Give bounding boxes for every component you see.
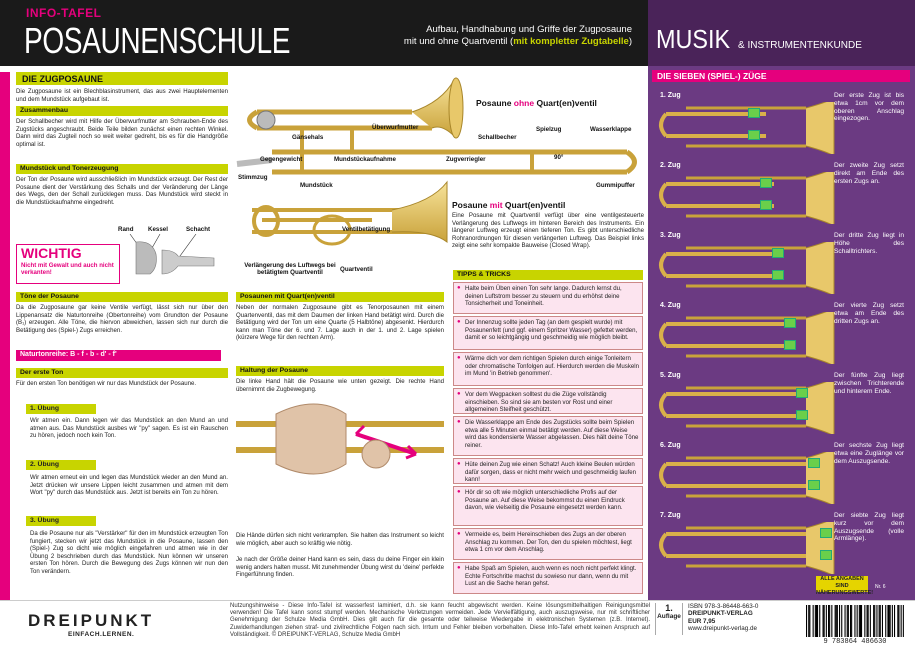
zug-label: 4. Zug xyxy=(660,302,681,309)
haltung-head: Haltung der Posaune xyxy=(236,366,444,376)
zug-marker-top xyxy=(784,318,796,328)
barcode-bar xyxy=(873,605,874,637)
zuege-head: DIE SIEBEN (SPIEL-) ZÜGE xyxy=(652,70,910,82)
left-accent-bar xyxy=(0,72,10,600)
zug-text: Der vierte Zug setzt etwa am Ende des dritten Zugs an. xyxy=(834,302,904,325)
barcode-bar xyxy=(816,605,817,637)
barcode-bar xyxy=(903,605,904,637)
zug-row xyxy=(652,158,910,224)
section-zugposaune: DIE ZUGPOSAUNE xyxy=(16,72,228,85)
part-gaensehals: Gänsehals xyxy=(292,134,324,141)
tip-item: ● Habe Spaß am Spielen, auch wenn es noch nicht perfekt klingt. Echte Fortschritte machst du sowieso nur dann, wenn du mit Lust an die Sache heran gehst. xyxy=(453,562,643,594)
part-gegengewicht: Gegengewicht xyxy=(260,156,303,163)
barcode-bar xyxy=(868,605,869,637)
barcode-bar xyxy=(806,605,807,637)
zug-marker-top xyxy=(796,388,808,398)
zug-illustration xyxy=(656,312,836,364)
zug-row xyxy=(652,298,910,364)
mundstueck-head: Mundstück und Tonerzeugung xyxy=(16,164,228,174)
uebung3-text: Da die Posaune nur als "Verstärker" für den im Mundstück erzeugten Ton fungiert, stecken wir jetzt das Mundstück in die Posaune, lassen den (Spiel-) Zug so dicht wie möglich eingefahren und atmen wie in der Übung 2 beschrieben durch das Mundstück. Nun können wir unseren ersten Ton hören. Durch die Bewegung des Zugs können wir nun den Ton verändern. xyxy=(30,530,228,575)
zug-row xyxy=(652,438,910,504)
barcode-bar xyxy=(817,605,818,637)
zug-label: 3. Zug xyxy=(660,232,681,239)
barcode-bar xyxy=(850,605,851,637)
part-verlaengerung: Verlängerung des Luftwegs bei betätigtem Quartventil xyxy=(244,262,336,276)
panel-number: Nr. 6 xyxy=(875,584,886,590)
barcode-bar xyxy=(829,605,830,637)
mouthpiece-illustration xyxy=(122,234,222,280)
zug-text: Der sechste Zug liegt etwa eine Zuglänge vor dem Auszugsende. xyxy=(834,442,904,465)
barcode-bar xyxy=(823,605,824,637)
barcode-bar xyxy=(887,605,888,637)
part-ventilbetaetigung: Ventilbetätigung xyxy=(342,226,391,233)
barcode-bar xyxy=(839,605,840,637)
barcode-bar xyxy=(864,605,865,637)
header-subtitle xyxy=(342,24,632,48)
barcode-bar xyxy=(876,605,877,637)
barcode-bar xyxy=(870,605,871,637)
zug-marker-top xyxy=(808,458,820,468)
barcode-number: 9 783864 486630 xyxy=(823,638,887,646)
barcode-bar xyxy=(898,605,899,637)
zug-marker-bottom xyxy=(820,550,832,560)
toene-head: Töne der Posaune xyxy=(16,292,228,302)
barcode-bar xyxy=(836,605,837,637)
barcode-bar xyxy=(889,605,890,637)
subtitle-highlight: mit kompletter Zugtabelle xyxy=(513,36,629,47)
barcode-bar xyxy=(826,605,827,637)
part-mundstueckaufnahme: Mundstückaufnahme xyxy=(334,156,396,163)
label-kessel: Kessel xyxy=(148,226,168,233)
naeherungswerte-note: ALLE ANGABEN SIND NÄHERUNGSWERTE! xyxy=(816,576,874,596)
part-quartventil: Quartventil xyxy=(340,266,373,273)
right-header-title: MUSIK xyxy=(656,24,731,54)
diagram-title-pink: ohne xyxy=(513,98,535,108)
barcode-bar xyxy=(860,605,861,637)
zug-marker-top xyxy=(760,178,772,188)
barcode-bar xyxy=(892,605,893,637)
uebung1-text: Wir atmen ein. Dann legen wir das Mundstück an den Mund an und atmen aus. Das Mundstück ausbes wir "py" sagen. Es ist ein Rauschen zu hören, jedoch noch kein Ton. xyxy=(30,417,228,440)
barcode-bar xyxy=(854,605,855,637)
diagram-title-b: Quart(en)ventil xyxy=(534,98,597,108)
zug-row xyxy=(652,88,910,154)
tips-head: TIPPS & TRICKS xyxy=(453,270,643,280)
label-schacht: Schacht xyxy=(186,226,211,233)
tip-item: ● Die Wasserklappe am Ende des Zugstücks sollte beim Spielen etwa alle 5 Minuten einmal betätigt werden. Auf diese Weise wird das kondensierte Wasser abgelassen. Dies hält deine Töne reiner. xyxy=(453,416,643,456)
zug-marker-bottom xyxy=(796,410,808,420)
mundstueck-text: Der Ton der Posaune wird ausschließlich im Mundstück erzeugt. Der Rest der Posaune dient der Verstärkung des Schalls und der Veränderung der Länge des Wegs, den der Schall zurücklegen muss. Das Mundstück wird steckt in die Mundstückaufnahme eingedreht. xyxy=(16,176,228,206)
barcode-bar xyxy=(857,605,858,637)
zug-marker-top xyxy=(820,528,832,538)
haltung-text: Die linke Hand hält die Posaune wie unten gezeigt. Die rechte Hand übernimmt die Zugbewegung. xyxy=(236,378,444,393)
subtitle-line2b: ) xyxy=(628,36,632,47)
zug-marker-bottom xyxy=(760,200,772,210)
verlag: DREIPUNKT-VERLAG xyxy=(688,610,753,618)
barcode-bar xyxy=(890,605,891,637)
verlag-url: www.dreipunkt-verlag.de xyxy=(688,625,757,633)
header xyxy=(0,0,648,66)
barcode-bar xyxy=(882,605,883,637)
zug-marker-top xyxy=(772,248,784,258)
tip-item: ● Vor dem Wegpacken solltest du die Züge vollständig einschieben. So sind sie am besten vor Rost und einer allgemeinen Steifheit geschützt. xyxy=(453,388,643,414)
angle-label: 90° xyxy=(554,154,564,161)
edition-number: 1. xyxy=(665,603,673,613)
barcode-bar xyxy=(897,605,898,637)
zug-label: 1. Zug xyxy=(660,92,681,99)
part-wasserklappe: Wasserklappe xyxy=(590,126,632,133)
tip-item: ● Hör dir so oft wie möglich unterschiedliche Profis auf der Posaune an. Auf diese Weise bekommst du einen Eindruck davon, wie vielseitig die Posaune eingesetzt werden kann. xyxy=(453,486,643,526)
isbn-block xyxy=(688,603,798,633)
publisher-logo: DREIPUNKT xyxy=(28,611,155,630)
barcode-bar xyxy=(879,605,880,637)
barcode-bar xyxy=(835,605,836,637)
zug-text: Der fünfte Zug liegt zwischen Trichterende und hinterem Ende. xyxy=(834,372,904,395)
zug-text: Der zweite Zug setzt direkt am Ende des ersten Zugs an. xyxy=(834,162,904,185)
zug-row xyxy=(652,368,910,434)
zusammenbau-head: Zusammenbau xyxy=(16,106,228,116)
part-spielzug: Spielzug xyxy=(536,126,562,133)
zug-label: 5. Zug xyxy=(660,372,681,379)
barcode-bar xyxy=(848,605,849,637)
barcode-bar xyxy=(847,605,848,637)
publisher-slogan: EINFACH.LERNEN. xyxy=(68,631,135,638)
legal-text: Nutzungshinweise - Diese Info-Tafel ist wasserfest laminiert, d.h. sie kann feucht abgewischt werden. Keine lösungsmittelhaltigen Reinigungsmittel verwenden! Die Tafel kann sonst stumpf werden. Mechanische Verletzungen vermeiden. Jede Vervielfältigung, auch auszugsweise, nur mit schriftlicher Genehmigung der Schulze Media GmbH. Dies gilt auch für die gesamte oder teilweise Wiedergabe in elektronischen Systemen (z.B. Internet). Zuwiderhandlungen ziehen straf- und zivilrechtliche Folgen nach sich. Irrtum und Fehler bleiben vorbehalten. Diese Info-Tafel erhebt keinen Anspruch auf Vollständigkeit. © DREIPUNKT-VERLAG, Schulze Media GmbH xyxy=(230,603,650,638)
page-title: POSAUNENSCHULE xyxy=(24,20,291,61)
barcode-bar xyxy=(851,605,852,637)
subtitle-line2a: mit und ohne Quartventil ( xyxy=(403,36,514,47)
barcode-bar xyxy=(874,605,875,637)
zug-marker-bottom xyxy=(808,480,820,490)
barcode-bar xyxy=(815,605,816,637)
zug-illustration xyxy=(656,522,836,574)
zug-marker-bottom xyxy=(772,270,784,280)
zug-illustration xyxy=(656,242,836,294)
haltung-illustration xyxy=(236,394,444,526)
zug-text: Der dritte Zug liegt in Höhe des Schalltrichters. xyxy=(834,232,904,255)
barcode-bar xyxy=(861,605,862,637)
tip-item: ● Vermeide es, beim Hereinschieben des Zugs an der oberen Anschlag zu kommen. Der Ton, den du spielen möchtest, liegt etwa 1 cm vor dem Anschlag. xyxy=(453,528,643,560)
tip-item: ● Hüte deinen Zug wie einen Schatz! Auch kleine Beulen würden dafür sorgen, dass er nicht mehr weich und geschmeidig laufen kann! xyxy=(453,458,643,484)
barcode-bar xyxy=(809,605,810,637)
haltung-text-2: Die Hände dürfen sich nicht verkrampfen. Sie halten das Instrument so leicht wie möglich, aber auch so kräftig wie nötig. xyxy=(236,532,444,547)
right-header xyxy=(648,0,915,66)
zug-row xyxy=(652,228,910,294)
price: EUR 7,95 xyxy=(688,617,716,625)
mit-title-pink: mit xyxy=(489,200,503,210)
diagram-title-mit xyxy=(452,200,565,210)
mit-title-a: Posaune xyxy=(452,200,490,210)
barcode-bar xyxy=(824,605,825,637)
erster-ton-text: Für den ersten Ton benötigen wir nur das Mundstück der Posaune. xyxy=(16,380,197,387)
zug-label: 7. Zug xyxy=(660,512,681,519)
erster-ton-head: Der erste Ton xyxy=(16,368,228,378)
edition-label: Auflage xyxy=(657,613,681,620)
barcode-bar xyxy=(867,605,868,637)
part-zugverriegler: Zugverriegler xyxy=(446,156,486,163)
barcode-bar xyxy=(894,605,895,637)
zug-marker-top xyxy=(748,108,760,118)
tip-item: ● Wärme dich vor dem richtigen Spielen durch einige Tonleitern oder chromatische Tonfolgen auf. Hierdurch werden die Muskeln im Mund 'in Betrieb genommen'. xyxy=(453,352,643,386)
haltung-text-3: Je nach der Größe deiner Hand kann es sein, dass du deine Finger ein klein wenig anders halten musst. Mit zunehmender Übung wirst du 'deine' perfekte Fingerführung finden. xyxy=(236,556,444,579)
diagram-title-a: Posaune xyxy=(476,98,514,108)
subtitle-line1: Aufbau, Handhabung und Griffe der Zugposaune xyxy=(426,24,632,35)
barcode-bar xyxy=(819,605,820,637)
barcode-bar xyxy=(831,605,832,637)
zug-label: 6. Zug xyxy=(660,442,681,449)
barcode-bar xyxy=(859,605,860,637)
label-rand: Rand xyxy=(118,226,134,233)
barcode-bar xyxy=(837,605,838,637)
barcode-bar xyxy=(901,605,902,637)
part-schallbecher: Schallbecher xyxy=(478,134,517,141)
zug-text: Der siebte Zug liegt kurz vor dem Auszugsende (volle Armlänge). xyxy=(834,512,904,543)
barcode-bar xyxy=(828,605,829,637)
barcode-bar xyxy=(885,605,886,637)
mit-title-b: Quart(en)ventil xyxy=(502,200,566,210)
zug-marker-bottom xyxy=(748,130,760,140)
tip-item: ● Halte beim Üben einen Ton sehr lange. Dadurch lernst du, deinen Luftstrom besser zu steuern und du erhöhst deine Tonsicherheit und Toneinheit. xyxy=(453,282,643,314)
zusammenbau-text: Der Schallbecher wird mit Hilfe der Überwurfmutter am Schrauben-Ende des Zugstücks angeschraubt. Beide Teile bilden zunächst einen rechten Winkel. Dann wird das Zugteil noch so weit weiter gedreht, bis es für die Handgröße optimal ist. xyxy=(16,118,228,148)
part-mundstueck: Mundstück xyxy=(300,182,333,189)
part-stimmzug: Stimmzug xyxy=(238,174,268,181)
warning-title: WICHTIG xyxy=(21,245,82,261)
barcode-bar xyxy=(841,605,842,637)
zug-row xyxy=(652,508,910,574)
barcode-bar xyxy=(813,605,814,637)
zug-marker-bottom xyxy=(784,340,796,350)
header-kicker: INFO-TAFEL xyxy=(26,6,102,20)
zug-illustration xyxy=(656,102,836,154)
uebung2-head: 2. Übung xyxy=(26,460,96,470)
intro-text: Die Zugposaune ist ein Blechblasinstrument, das aus zwei Hauptelementen und dem Mundstück aufgebaut ist. xyxy=(16,88,228,103)
quart-text: Neben der normalen Zugposaune gibt es Tenorposaunen mit einem Quartenventil, das mit dem Daumen der linken Hand betätigt wird. Durch die Betätigung wird der Ton um eine Quarte (5 Halbtöne) abgesenkt. Hierdurch kann man Töne der 6. und 7. Lage auch in der 1. und 2. Lage spielen (kürzere Wege für den rechten Arm). xyxy=(236,304,444,342)
toene-text: Da die Zugposaune gar keine Ventile verfügt, lässt sich nur über den Lippenansatz die Naturtonreihe (Obertonreihe) vom Grundton der Posaune (B₁) erzeugen. Alle Töne, die hiervon abweichen, lassen sich nur durch die Betätigung des (Spiel-) Zugs erreichen. xyxy=(16,304,228,334)
mit-quartventil-text: Eine Posaune mit Quartventil verfügt über eine ventilgesteuerte Verlängerung des Luftwegs im hinteren Bereich des Instruments. Ein längerer Luftweg erzeugt einen tieferen Ton. Es gibt unterschiedliche Rohranordnungen für diesen verlängerten Luftweg. Das Beispiel links zeigt eine sehr kompakte Bauweise (Closed Wrap). xyxy=(452,212,644,250)
part-gummipuffer: Gummipuffer xyxy=(596,182,635,189)
zug-illustration xyxy=(656,172,836,224)
barcode-bar xyxy=(808,605,809,637)
warning-box xyxy=(16,244,120,284)
barcode-bar xyxy=(845,605,846,637)
right-header-tail: & INSTRUMENTENKUNDE xyxy=(738,40,862,51)
part-ueberwurfmutter: Überwurfmutter xyxy=(372,124,419,131)
uebung1-head: 1. Übung xyxy=(26,404,96,414)
uebung2-text: Wir atmen erneut ein und legen das Mundstück wieder an den Mund an. Jetzt drücken wir unsere Lippen leicht zusammen und atmen mit dem Wort "py" durch das Mundstück aus. Jetzt ist bereits ein Ton zu hören. xyxy=(30,474,228,497)
diagram-title-ohne xyxy=(476,98,597,108)
barcode-bar xyxy=(880,605,881,637)
naturtonreihe: Naturtonreihe: B - f - b - d' - f' xyxy=(16,350,221,361)
isbn: ISBN 978-3-86448-663-0 xyxy=(688,603,759,610)
zug-text: Der erste Zug ist bis etwa 1cm vor dem oberen Anschlag eingezogen. xyxy=(834,92,904,123)
zug-illustration xyxy=(656,382,836,434)
barcode xyxy=(800,603,910,639)
uebung3-head: 3. Übung xyxy=(26,516,96,526)
edition xyxy=(655,603,683,635)
quart-head: Posaunen mit Quart(en)ventil xyxy=(236,292,444,302)
tip-item: ● Der Innenzug sollte jeden Tag (an dem gespielt wurde) mit Posaunenfett (und ggf. einem Spritzer Wasser) gefettet werden, damit er so leichtgängig und geschmeidig wie möglich bleibt. xyxy=(453,316,643,350)
zug-label: 2. Zug xyxy=(660,162,681,169)
warning-text: Nicht mit Gewalt und auch nicht verkanten! xyxy=(21,262,114,277)
